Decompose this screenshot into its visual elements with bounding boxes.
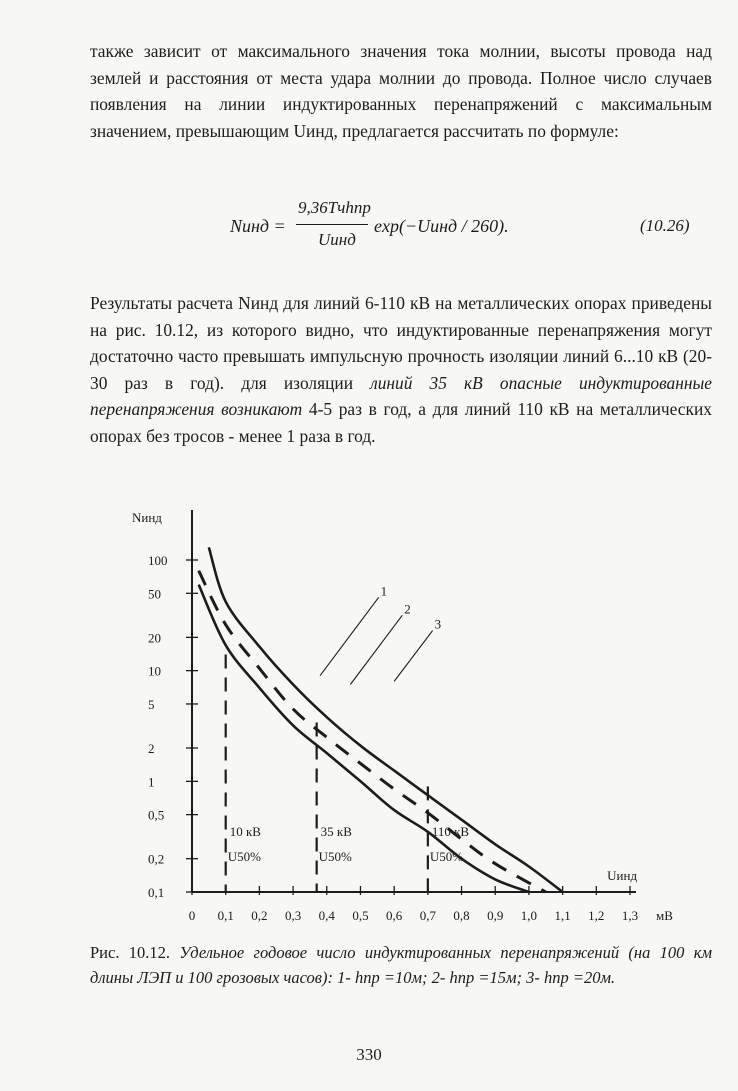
voltage-sublabel: U50% [227,849,261,865]
paragraph-intro: также зависит от максимального значения тока молнии, высоты провода над землей и расстояния от места удара молнии до провода. Полное число случаев появления на линии индуктированных перенапряжений с максимальным значением, превышающим Uинд, предлагается рассчитать по формуле: [90,41,712,141]
series-curve-1 [199,585,529,892]
series-label-leader [320,597,379,675]
x-tick-label: 1,2 [588,908,605,923]
formula-exponent: exp(−Uинд / 260). [374,216,509,236]
y-tick-label: 0,1 [148,885,165,900]
y-tick-label: 10 [148,663,161,679]
voltage-label: 35 кВ [320,824,352,840]
paragraph-results-text: Результаты расчета Nинд для линий 6-110 кВ на металлических опорах приведены на рис. 10.12, из которого видно, что индуктированные перенапряжения могут достаточно часто превышать импульсную прочность изоляции линий 6...10 кВ (20-30 раз в год). для изоляции [90,293,712,393]
y-tick-label: 50 [148,586,161,602]
figure-10-12 [130,500,690,925]
series-label: 1 [380,583,388,599]
x-tick-label: 0,4 [318,908,335,923]
x-tick-label: 0,1 [217,908,234,923]
formula-denominator: Uинд [318,230,356,249]
y-tick-label: 0,2 [148,851,165,867]
y-tick-label: 100 [148,553,168,568]
x-tick-label: 0,3 [284,908,302,923]
y-tick-label: 0,5 [148,807,165,823]
caption-label: Рис. 10.12. [90,943,171,962]
x-axis-title: Uинд [607,868,638,883]
paragraph-results-end: 4-5 раз в год, а для линий 110 кВ на металлических опорах без тросов - менее 1 раза в год. [90,399,712,446]
caption-text: Удельное годовое число индуктированных перенапряжений (на 100 км длины ЛЭП и 100 грозовых часов): 1- hпр =10м; 2- hпр =15м; 3- hпр =20м. [90,943,713,987]
x-tick-label: 0,2 [251,908,268,923]
formula-fraction-line [296,224,368,225]
y-tick-label: 2 [148,741,155,757]
y-axis-title: Nинд [132,510,162,525]
series-curve-3 [209,547,563,892]
formula-lhs: Nинд = [230,216,286,236]
series-label-leader [394,631,432,682]
x-axis-unit: мВ [656,908,673,923]
paragraph-results [90,290,712,449]
x-tick-label: 1,3 [621,908,639,923]
y-tick-label: 20 [148,630,161,646]
series-label: 2 [404,601,411,617]
figure-caption [90,940,712,990]
y-tick-label: 5 [148,696,155,712]
x-tick-label: 1,1 [554,908,571,923]
x-tick-label: 0 [188,908,196,923]
x-tick-label: 0,9 [487,908,504,923]
x-tick-label: 0,8 [453,908,470,923]
x-tick-label: 0,7 [419,908,436,923]
x-tick-label: 0,5 [352,908,369,923]
x-tick-label: 0,6 [386,908,403,923]
x-tick-label: 1,0 [520,908,538,923]
voltage-label: 10 кВ [229,824,261,840]
formula-10-26 [0,192,738,272]
voltage-label: 110 кВ [431,824,470,840]
formula-number: (10.26) [640,216,690,235]
voltage-sublabel: U50% [429,849,464,865]
paragraph-results-italic: линий 35 кВ опасные индуктированные перенапряжения возникают [90,372,712,419]
formula-numerator: 9,36Tчhпр [298,198,371,217]
series-label: 3 [434,616,442,632]
voltage-sublabel: U50% [318,849,352,865]
y-tick-label: 1 [148,774,155,790]
page-number: 330 [356,1045,382,1064]
chart-svg [130,500,690,925]
